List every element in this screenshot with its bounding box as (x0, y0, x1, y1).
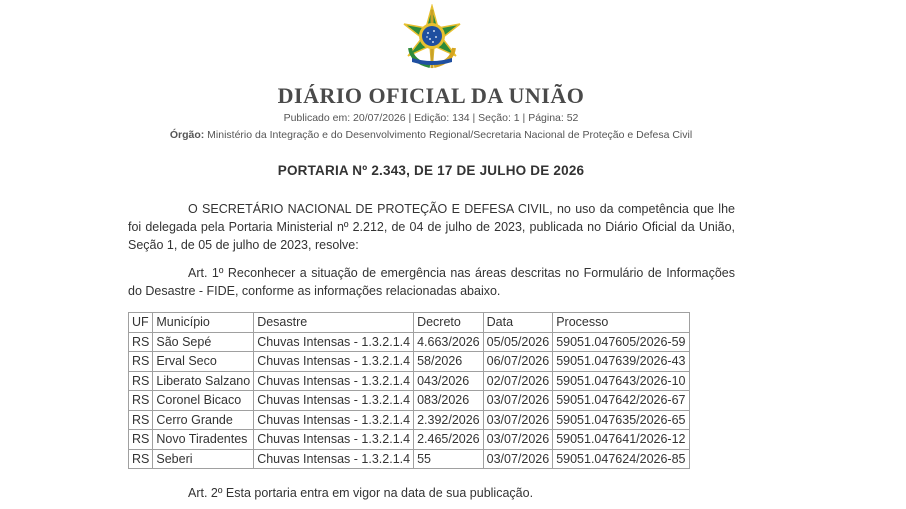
publication-info: Publicado em: 20/07/2026 | Edição: 134 | Seção: 1 | Página: 52 (283, 112, 579, 124)
article-1-paragraph (128, 264, 735, 300)
cell-desastre: Chuvas Intensas - 1.3.2.1.4 (254, 391, 414, 411)
cell-desastre: Chuvas Intensas - 1.3.2.1.4 (254, 410, 414, 430)
table-row (129, 391, 690, 411)
cell-municipio: Liberato Salzano (153, 371, 254, 391)
orgao-line (0, 129, 862, 141)
cell-decreto: 043/2026 (414, 371, 484, 391)
cell-data: 06/07/2026 (483, 352, 553, 372)
article-2-text: Art. 2º Esta portaria entra em vigor na data de sua publicação. (188, 486, 534, 500)
cell-municipio: Erval Seco (153, 352, 254, 372)
cell-uf: RS (129, 430, 153, 450)
cell-decreto: 2.465/2026 (414, 430, 484, 450)
cell-processo: 59051.047643/2026-10 (553, 371, 689, 391)
cell-decreto: 083/2026 (414, 391, 484, 411)
cell-uf: RS (129, 449, 153, 469)
cell-processo: 59051.047641/2026-12 (553, 430, 689, 450)
cell-uf: RS (129, 371, 153, 391)
table-row (129, 430, 690, 450)
table-header-row (129, 313, 690, 333)
cell-data: 03/07/2026 (483, 410, 553, 430)
cell-municipio: Cerro Grande (153, 410, 254, 430)
cell-decreto: 4.663/2026 (414, 332, 484, 352)
header-processo: Processo (553, 313, 689, 333)
cell-municipio: Seberi (153, 449, 254, 469)
cell-processo: 59051.047624/2026-85 (553, 449, 689, 469)
cell-desastre: Chuvas Intensas - 1.3.2.1.4 (254, 332, 414, 352)
cell-municipio: Coronel Bicaco (153, 391, 254, 411)
cell-desastre: Chuvas Intensas - 1.3.2.1.4 (254, 371, 414, 391)
portaria-title: PORTARIA Nº 2.343, DE 17 DE JULHO DE 2026 (277, 163, 585, 178)
cell-desastre: Chuvas Intensas - 1.3.2.1.4 (254, 449, 414, 469)
article-1-text: Art. 1º Reconhecer a situação de emergência nas áreas descritas no Formulário de Informações do Desastre - FIDE, conforme as informações relacionadas abaixo. (128, 266, 735, 298)
disaster-table (128, 312, 690, 469)
table-row (129, 332, 690, 352)
article-2-paragraph (128, 484, 735, 502)
orgao-value: Ministério da Integração e do Desenvolvimento Regional/Secretaria Nacional de Proteção e Defesa Civil (207, 129, 693, 141)
header-desastre: Desastre (254, 313, 414, 333)
cell-uf: RS (129, 332, 153, 352)
journal-title: DIÁRIO OFICIAL DA UNIÃO (277, 83, 585, 108)
cell-decreto: 58/2026 (414, 352, 484, 372)
cell-data: 02/07/2026 (483, 371, 553, 391)
cell-municipio: São Sepé (153, 332, 254, 352)
cell-data: 03/07/2026 (483, 430, 553, 450)
cell-processo: 59051.047605/2026-59 (553, 332, 689, 352)
cell-decreto: 55 (414, 449, 484, 469)
table-row (129, 410, 690, 430)
cell-uf: RS (129, 391, 153, 411)
table-row (129, 449, 690, 469)
cell-data: 03/07/2026 (483, 391, 553, 411)
table-row (129, 371, 690, 391)
header-decreto: Decreto (414, 313, 484, 333)
header-uf: UF (129, 313, 153, 333)
cell-data: 05/05/2026 (483, 332, 553, 352)
cell-uf: RS (129, 410, 153, 430)
header-data: Data (483, 313, 553, 333)
cell-uf: RS (129, 352, 153, 372)
cell-processo: 59051.047635/2026-65 (553, 410, 689, 430)
cell-municipio: Novo Tiradentes (153, 430, 254, 450)
table-row (129, 352, 690, 372)
preamble-text: O SECRETÁRIO NACIONAL DE PROTEÇÃO E DEFESA CIVIL, no uso da competência que lhe foi delegada pela Portaria Ministerial nº 2.212, de 04 de julho de 2023, publicada no Diário Oficial da União, Seção 1, de 05 de julho de 2023, resolve: (128, 202, 735, 252)
cell-desastre: Chuvas Intensas - 1.3.2.1.4 (254, 430, 414, 450)
preamble-paragraph (128, 200, 735, 254)
cell-processo: 59051.047642/2026-67 (553, 391, 689, 411)
cell-decreto: 2.392/2026 (414, 410, 484, 430)
coat-of-arms-icon (398, 4, 466, 72)
orgao-label: Órgão: (169, 129, 205, 141)
cell-processo: 59051.047639/2026-43 (553, 352, 689, 372)
cell-desastre: Chuvas Intensas - 1.3.2.1.4 (254, 352, 414, 372)
header-municipio: Município (153, 313, 254, 333)
cell-data: 03/07/2026 (483, 449, 553, 469)
